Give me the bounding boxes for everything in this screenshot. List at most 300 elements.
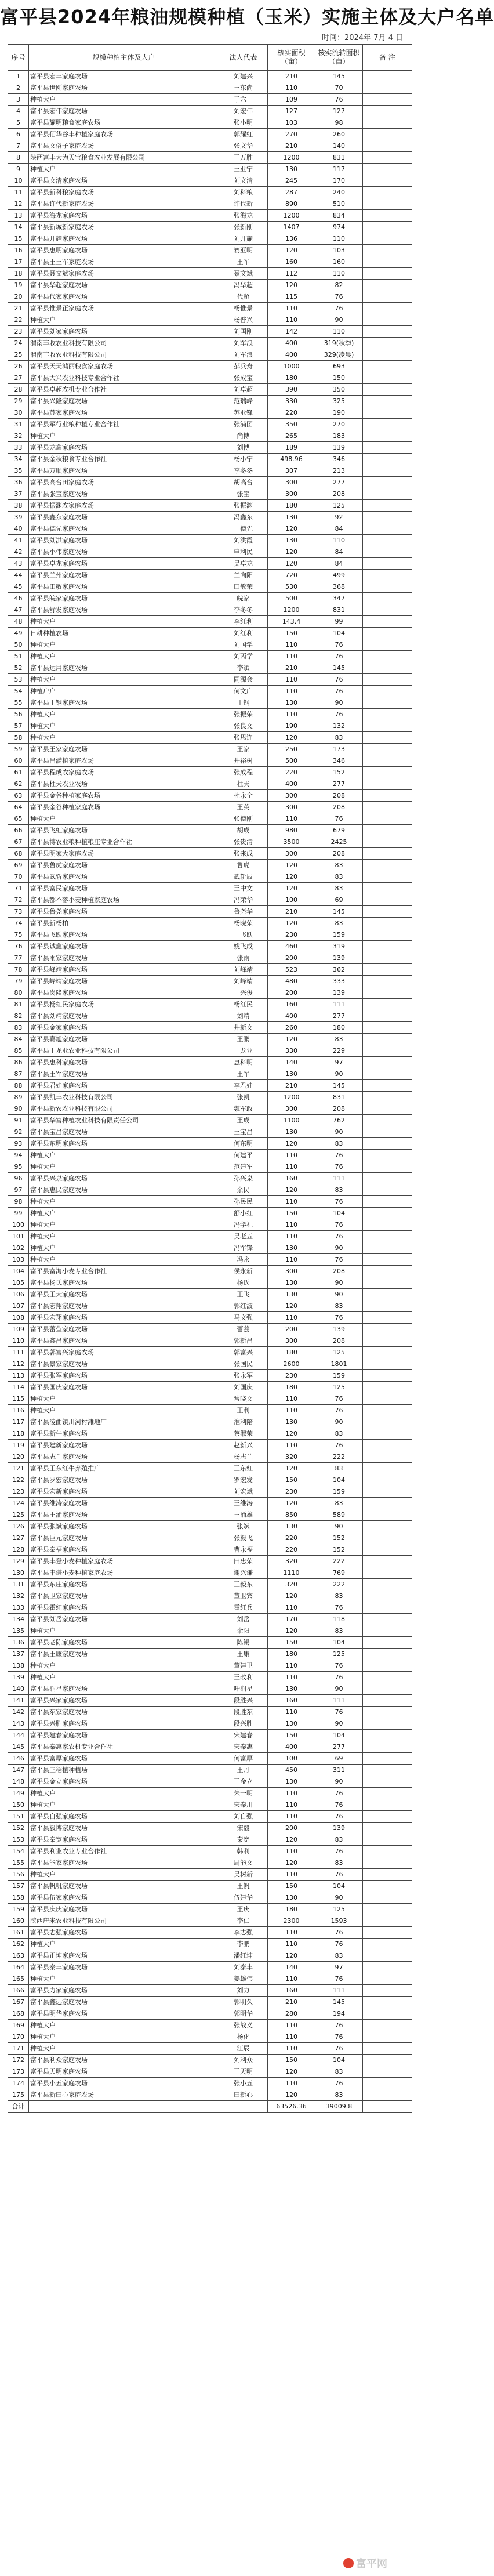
cell-transfer-area: 208 [315, 848, 363, 860]
cell-representative: 张宝 [219, 488, 268, 500]
cell-representative: 刘文清 [219, 175, 268, 187]
table-row [8, 1092, 412, 1103]
total-cell-transfer-area: 39009.8 [315, 2101, 363, 2113]
cell-entity: 富平县兴胜家庭农场 [29, 1718, 219, 1730]
cell-entity: 富平县兴泉家庭农场 [29, 1173, 219, 1184]
cell-remarks [363, 1277, 412, 1289]
cell-remarks [363, 1904, 412, 1915]
cell-representative: 王龙业 [219, 1045, 268, 1057]
cell-remarks [363, 419, 412, 430]
cell-seq: 43 [8, 558, 29, 570]
cell-entity: 富平县昌满植家庭农场 [29, 755, 219, 767]
cell-remarks [363, 790, 412, 802]
cell-verified-area: 1200 [268, 1092, 315, 1103]
watermark-text: 富平网 [356, 2558, 387, 2570]
cell-entity: 种植大户 [29, 674, 219, 686]
cell-representative: 刘泰丰 [219, 1962, 268, 1973]
cell-seq: 172 [8, 2055, 29, 2066]
cell-transfer-area: 510 [315, 198, 363, 210]
cell-seq: 62 [8, 778, 29, 790]
cell-transfer-area: 84 [315, 558, 363, 570]
cell-representative: 刘建兴 [219, 71, 268, 82]
cell-verified-area: 2300 [268, 1915, 315, 1927]
cell-verified-area: 120 [268, 523, 315, 535]
cell-representative: 田敏荣 [219, 581, 268, 593]
cell-remarks [363, 697, 412, 709]
table-row [8, 1150, 412, 1161]
cell-transfer-area: 83 [315, 1498, 363, 1509]
cell-verified-area: 130 [268, 1683, 315, 1695]
cell-entity: 富平县卫家家庭农场 [29, 1590, 219, 1602]
cell-representative: 刘利众 [219, 2055, 268, 2066]
cell-transfer-area: 277 [315, 778, 363, 790]
cell-entity: 富平县鲁虎家庭农场 [29, 860, 219, 871]
table-row [8, 1277, 412, 1289]
cell-seq: 159 [8, 1904, 29, 1915]
table-row [8, 1892, 412, 1904]
cell-verified-area: 120 [268, 1498, 315, 1509]
cell-representative: 刘开耀 [219, 233, 268, 245]
cell-remarks [363, 71, 412, 82]
cell-entity: 种植大户 [29, 813, 219, 825]
table-row [8, 1614, 412, 1625]
cell-seq: 71 [8, 883, 29, 894]
cell-representative: 赵新兴 [219, 1440, 268, 1451]
cell-seq: 141 [8, 1695, 29, 1707]
cell-remarks [363, 616, 412, 628]
cell-verified-area: 110 [268, 1707, 315, 1718]
cell-transfer-area: 76 [315, 1231, 363, 1242]
cell-remarks [363, 1799, 412, 1811]
roster-table [8, 44, 412, 2113]
cell-representative: 常晓文 [219, 1393, 268, 1405]
cell-seq: 88 [8, 1080, 29, 1092]
cell-seq: 42 [8, 546, 29, 558]
cell-seq: 35 [8, 465, 29, 477]
table-row [8, 1173, 412, 1184]
cell-transfer-area: 229 [315, 1045, 363, 1057]
cell-verified-area: 450 [268, 1765, 315, 1776]
cell-seq: 116 [8, 1405, 29, 1416]
cell-representative: 孙兴泉 [219, 1173, 268, 1184]
cell-representative: 郭明华 [219, 2008, 268, 2020]
cell-verified-area: 130 [268, 1068, 315, 1080]
cell-entity: 富平县景家家庭农场 [29, 1358, 219, 1370]
table-row [8, 674, 412, 686]
cell-transfer-area: 76 [315, 1811, 363, 1823]
cell-verified-area: 120 [268, 2066, 315, 2078]
cell-entity: 富平县大兴农业科技专业合作社 [29, 372, 219, 384]
cell-representative: 鲁尧华 [219, 906, 268, 918]
cell-entity: 种植大户 [29, 1939, 219, 1950]
cell-transfer-area: 139 [315, 1324, 363, 1335]
cell-verified-area: 130 [268, 1776, 315, 1788]
cell-remarks [363, 1068, 412, 1080]
cell-seq: 36 [8, 477, 29, 488]
cell-entity: 富平县鑫远家庭农场 [29, 1997, 219, 2008]
cell-remarks [363, 1405, 412, 1416]
cell-remarks [363, 778, 412, 790]
cell-verified-area: 110 [268, 1312, 315, 1324]
cell-remarks [363, 291, 412, 303]
cell-remarks [363, 117, 412, 129]
cell-transfer-area: 76 [315, 1973, 363, 1985]
cell-verified-area: 120 [268, 1463, 315, 1474]
cell-remarks [363, 1683, 412, 1695]
cell-representative: 孙民民 [219, 1196, 268, 1208]
cell-entity: 富平县宏翔家庭农场 [29, 1312, 219, 1324]
table-row [8, 1405, 412, 1416]
document-title: 富平县2024年粮油规模种植（玉米）实施主体及大户名单 [0, 6, 494, 28]
cell-transfer-area: 83 [315, 918, 363, 929]
cell-seq: 10 [8, 175, 29, 187]
cell-representative: 刘博 [219, 442, 268, 454]
cell-seq: 96 [8, 1173, 29, 1184]
cell-verified-area: 1407 [268, 222, 315, 233]
table-row [8, 744, 412, 755]
cell-entity: 种植大户 [29, 1231, 219, 1242]
cell-remarks [363, 82, 412, 94]
cell-seq: 125 [8, 1509, 29, 1521]
cell-entity: 富平县张军家庭农场 [29, 1370, 219, 1382]
cell-verified-area: 110 [268, 1405, 315, 1416]
table-row [8, 2043, 412, 2055]
total-cell-entity [29, 2101, 219, 2113]
cell-transfer-area: 76 [315, 1939, 363, 1950]
cell-remarks [363, 1045, 412, 1057]
cell-transfer-area: 97 [315, 1962, 363, 1973]
cell-representative: 冯军锋 [219, 1242, 268, 1254]
cell-entity: 富平县郭富兴家庭农场 [29, 1347, 219, 1358]
cell-verified-area: 120 [268, 1138, 315, 1150]
cell-verified-area: 110 [268, 1150, 315, 1161]
table-row [8, 1208, 412, 1219]
cell-representative: 朱一明 [219, 1788, 268, 1799]
cell-entity: 富平县峰靖家庭农场 [29, 976, 219, 987]
table-row [8, 1382, 412, 1393]
table-row [8, 570, 412, 581]
cell-seq: 53 [8, 674, 29, 686]
cell-verified-area: 130 [268, 1416, 315, 1428]
cell-verified-area: 160 [268, 1695, 315, 1707]
cell-representative: 苏亚锋 [219, 407, 268, 419]
cell-entity: 富平县利业农业专业合作社 [29, 1846, 219, 1857]
cell-verified-area: 110 [268, 2031, 315, 2043]
cell-remarks [363, 407, 412, 419]
cell-verified-area: 300 [268, 802, 315, 813]
cell-verified-area: 220 [268, 767, 315, 778]
cell-transfer-area: 762 [315, 1115, 363, 1126]
cell-representative: 王庆 [219, 1904, 268, 1915]
cell-verified-area: 400 [268, 349, 315, 361]
cell-entity: 富平县金家家庭农场 [29, 1022, 219, 1034]
table-row [8, 1579, 412, 1590]
cell-transfer-area: 84 [315, 523, 363, 535]
cell-verified-area: 230 [268, 929, 315, 941]
cell-seq: 114 [8, 1382, 29, 1393]
cell-remarks [363, 1184, 412, 1196]
cell-remarks [363, 2031, 412, 2043]
cell-representative: 范瑞峰 [219, 396, 268, 407]
cell-entity: 富平县许代新家庭农场 [29, 198, 219, 210]
cell-verified-area: 300 [268, 488, 315, 500]
cell-entity: 富平县巨元家庭农场 [29, 1532, 219, 1544]
cell-remarks [363, 488, 412, 500]
cell-representative: 段胜东 [219, 1707, 268, 1718]
cell-representative: 冯永 [219, 1254, 268, 1266]
cell-verified-area: 110 [268, 639, 315, 651]
table-row [8, 129, 412, 140]
cell-remarks [363, 813, 412, 825]
cell-representative: 王英 [219, 802, 268, 813]
cell-verified-area: 300 [268, 1103, 315, 1115]
table-row [8, 1242, 412, 1254]
cell-seq: 57 [8, 720, 29, 732]
cell-transfer-area: 83 [315, 1834, 363, 1846]
table-row [8, 210, 412, 222]
cell-representative: 李志强 [219, 1927, 268, 1939]
cell-seq: 65 [8, 813, 29, 825]
cell-representative: 尚博 [219, 430, 268, 442]
table-row [8, 1509, 412, 1521]
cell-verified-area: 160 [268, 256, 315, 268]
cell-entity: 富平县卓龙家庭农场 [29, 558, 219, 570]
cell-entity: 富平县王大家庭农场 [29, 1289, 219, 1300]
cell-transfer-area: 90 [315, 1416, 363, 1428]
cell-representative: 郭富兴 [219, 1347, 268, 1358]
cell-remarks [363, 1556, 412, 1567]
cell-entity: 富平县罗宏家庭农场 [29, 1474, 219, 1486]
cell-representative: 王利 [219, 1405, 268, 1416]
table-row [8, 71, 412, 82]
cell-remarks [363, 744, 412, 755]
cell-remarks [363, 639, 412, 651]
cell-remarks [363, 1347, 412, 1358]
cell-seq: 67 [8, 836, 29, 848]
cell-verified-area: 103 [268, 117, 315, 129]
cell-verified-area: 110 [268, 1672, 315, 1683]
cell-transfer-area: 260 [315, 129, 363, 140]
cell-transfer-area: 347 [315, 593, 363, 604]
cell-seq: 133 [8, 1602, 29, 1614]
cell-representative: 董建卫 [219, 1660, 268, 1672]
table-row [8, 604, 412, 616]
cell-representative: 王宝昌 [219, 1126, 268, 1138]
cell-remarks [363, 94, 412, 106]
cell-verified-area: 210 [268, 140, 315, 152]
cell-entity: 富平县舒发家庭农场 [29, 604, 219, 616]
cell-seq: 136 [8, 1637, 29, 1649]
cell-transfer-area: 83 [315, 1857, 363, 1869]
cell-remarks [363, 106, 412, 117]
cell-transfer-area: 83 [315, 1300, 363, 1312]
cell-verified-area: 130 [268, 1521, 315, 1532]
cell-transfer-area: 222 [315, 1451, 363, 1463]
table-row [8, 709, 412, 720]
cell-remarks [363, 280, 412, 291]
cell-transfer-area: 208 [315, 488, 363, 500]
cell-seq: 13 [8, 210, 29, 222]
cell-representative: 郭新昌 [219, 1335, 268, 1347]
cell-entity: 富平县田敏家庭农场 [29, 581, 219, 593]
table-row [8, 964, 412, 976]
table-row [8, 523, 412, 535]
cell-verified-area: 130 [268, 1289, 315, 1300]
cell-remarks [363, 802, 412, 813]
cell-transfer-area: 83 [315, 1184, 363, 1196]
cell-verified-area: 143.4 [268, 616, 315, 628]
cell-remarks [363, 1231, 412, 1242]
table-row [8, 1683, 412, 1695]
cell-seq: 11 [8, 187, 29, 198]
cell-transfer-area: 83 [315, 1625, 363, 1637]
cell-seq: 5 [8, 117, 29, 129]
table-row [8, 500, 412, 512]
table-row [8, 1602, 412, 1614]
cell-transfer-area: 83 [315, 883, 363, 894]
cell-remarks [363, 268, 412, 280]
cell-verified-area: 110 [268, 813, 315, 825]
cell-entity: 富平县武斩家庭农场 [29, 871, 219, 883]
cell-seq: 85 [8, 1045, 29, 1057]
cell-remarks [363, 442, 412, 454]
cell-entity: 陕西富丰大为天宝粮食农业发展有限公司 [29, 152, 219, 164]
table-row [8, 1312, 412, 1324]
cell-seq: 41 [8, 535, 29, 546]
cell-seq: 78 [8, 964, 29, 976]
cell-entity: 富平县秦宽家庭农场 [29, 1834, 219, 1846]
cell-entity: 富平县王家家庭农场 [29, 744, 219, 755]
cell-remarks [363, 1730, 412, 1741]
cell-entity: 富平县耀明粮食家庭农场 [29, 117, 219, 129]
cell-seq: 8 [8, 152, 29, 164]
table-row [8, 894, 412, 906]
cell-entity: 富平县兴隆家庭农场 [29, 396, 219, 407]
cell-remarks [363, 454, 412, 465]
cell-entity: 富平县利众家庭农场 [29, 2055, 219, 2066]
cell-remarks [363, 1451, 412, 1463]
cell-transfer-area: 125 [315, 500, 363, 512]
cell-entity: 富平县海龙家庭农场 [29, 210, 219, 222]
cell-seq: 123 [8, 1486, 29, 1498]
cell-remarks [363, 1973, 412, 1985]
cell-transfer-area: 160 [315, 256, 363, 268]
cell-seq: 90 [8, 1103, 29, 1115]
cell-transfer-area: 125 [315, 1347, 363, 1358]
cell-transfer-area: 222 [315, 1579, 363, 1590]
cell-transfer-area: 159 [315, 929, 363, 941]
cell-representative: 张毅飞 [219, 1532, 268, 1544]
cell-entity: 种植大户 [29, 1973, 219, 1985]
cell-transfer-area: 132 [315, 720, 363, 732]
cell-seq: 29 [8, 396, 29, 407]
cell-seq: 122 [8, 1474, 29, 1486]
table-row [8, 1730, 412, 1741]
cell-transfer-area: 111 [315, 1985, 363, 1997]
table-row [8, 651, 412, 662]
cell-entity: 种植大户 [29, 639, 219, 651]
cell-representative: 张永军 [219, 1370, 268, 1382]
cell-seq: 22 [8, 314, 29, 326]
cell-verified-area: 180 [268, 1347, 315, 1358]
cell-representative: 刘岳 [219, 1614, 268, 1625]
cell-remarks [363, 674, 412, 686]
cell-transfer-area: 76 [315, 686, 363, 697]
cell-verified-area: 110 [268, 1440, 315, 1451]
cell-verified-area: 130 [268, 535, 315, 546]
cell-representative: 张振荣 [219, 709, 268, 720]
cell-remarks [363, 1126, 412, 1138]
cell-representative: 李斌 [219, 662, 268, 674]
cell-remarks [363, 1753, 412, 1765]
cell-transfer-area: 97 [315, 1057, 363, 1068]
cell-remarks [363, 198, 412, 210]
table-row [8, 1776, 412, 1788]
cell-verified-area: 120 [268, 1590, 315, 1602]
cell-representative: 杨红民 [219, 999, 268, 1010]
cell-entity: 富平县惠民家庭农场 [29, 1184, 219, 1196]
table-row [8, 1080, 412, 1092]
cell-entity: 富平县东明家庭农场 [29, 1138, 219, 1150]
table-row [8, 1231, 412, 1242]
cell-entity: 富平县建春家庭农场 [29, 1730, 219, 1741]
table-row [8, 1428, 412, 1440]
cell-verified-area: 300 [268, 1266, 315, 1277]
cell-seq: 16 [8, 245, 29, 256]
cell-remarks [363, 1498, 412, 1509]
table-row [8, 732, 412, 744]
table-row [8, 361, 412, 372]
cell-transfer-area: 183 [315, 430, 363, 442]
cell-transfer-area: 368 [315, 581, 363, 593]
cell-representative: 韩利 [219, 1846, 268, 1857]
cell-remarks [363, 662, 412, 674]
cell-verified-area: 200 [268, 952, 315, 964]
cell-representative: 杨化 [219, 2031, 268, 2043]
cell-entity: 富平县国庆家庭农场 [29, 1382, 219, 1393]
table-row [8, 1973, 412, 1985]
cell-verified-area: 130 [268, 1242, 315, 1254]
cell-representative: 王丹 [219, 1765, 268, 1776]
cell-remarks [363, 1614, 412, 1625]
cell-seq: 106 [8, 1289, 29, 1300]
cell-remarks [363, 628, 412, 639]
cell-entity: 富平县三稻植种植场 [29, 1765, 219, 1776]
cell-remarks [363, 523, 412, 535]
cell-verified-area: 980 [268, 825, 315, 836]
cell-seq: 126 [8, 1521, 29, 1532]
cell-remarks [363, 2043, 412, 2055]
table-row [8, 407, 412, 419]
cell-representative: 余阳 [219, 1625, 268, 1637]
cell-verified-area: 120 [268, 1184, 315, 1196]
cell-seq: 34 [8, 454, 29, 465]
cell-transfer-area: 145 [315, 1997, 363, 2008]
table-row [8, 291, 412, 303]
cell-verified-area: 110 [268, 1602, 315, 1614]
cell-representative: 王鹏 [219, 1034, 268, 1045]
cell-remarks [363, 1150, 412, 1161]
cell-entity: 富平县泰丰家庭农场 [29, 1962, 219, 1973]
cell-transfer-area: 83 [315, 732, 363, 744]
table-row [8, 1997, 412, 2008]
cell-transfer-area: 159 [315, 1370, 363, 1382]
cell-transfer-area: 270 [315, 419, 363, 430]
table-row [8, 581, 412, 593]
cell-remarks [363, 767, 412, 778]
cell-representative: 叶润星 [219, 1683, 268, 1695]
cell-seq: 9 [8, 164, 29, 175]
